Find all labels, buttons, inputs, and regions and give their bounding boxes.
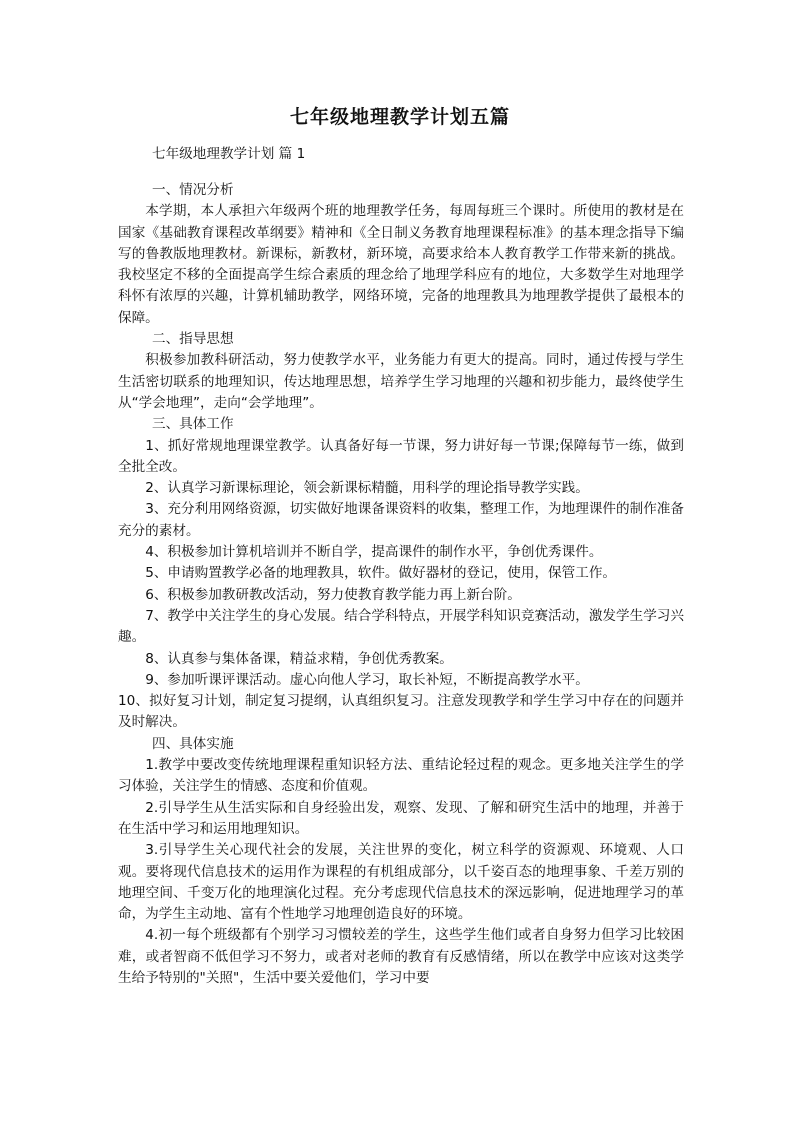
list-item: 2、认真学习新课标理论，领会新课标精髓，用科学的理论指导教学实践。 [145, 480, 589, 497]
paragraph: 2.引导学生从生活实际和自身经验出发，观察、发现、了解和研究生活中的地理，并善于在生活中学习和运用地理知识。 [118, 799, 684, 837]
list-item: 1、抓好常规地理课堂教学。认真备好每一节课，努力讲好每一节课;保障每节一练，做到全批全改。 [118, 437, 684, 475]
section-heading: 四、具体实施 [152, 735, 234, 752]
section-heading: 二、指导思想 [152, 331, 234, 348]
list-item: 9、参加听课评课活动。虚心向他人学习，取长补短，不断提高教学水平。 [145, 671, 589, 688]
list-item: 8、认真参与集体备课，精益求精，争创优秀教案。 [145, 650, 453, 667]
paragraph: 本学期，本人承担六年级两个班的地理教学任务，每周每班三个课时。所使用的教材是在国家《基础教育课程改革纲要》精神和《全日制义务教育地理课程标准》的基本理念指导下编写的鲁教版地理教材。新课标，新教材，新环境，高要求给本人教育教学工作带来新的挑战。我校坚定不移的全面提高学生综合素质的理念给了地理学科应有的地位，大多数学生对地理学科怀有浓厚的兴趣，计算机辅助教学，网络环境，完备的地理教具为地理教学提供了最根本的保障。 [118, 203, 684, 326]
document-body [118, 180, 684, 989]
list-item: 10、拟好复习计划，制定复习提纲，认真组织复习。注意发现教学和学生学习中存在的问题并及时解决。 [118, 693, 684, 731]
section-heading: 一、情况分析 [152, 182, 234, 198]
document-title: 七年级地理教学计划五篇 [289, 106, 510, 128]
list-item: 6、积极参加教研教改活动，努力使教育教学能力再上新台阶。 [145, 586, 521, 603]
paragraph: 积极参加教科研活动，努力使教学水平，业务能力有更大的提高。同时，通过传授与学生生活密切联系的地理知识，传达地理思想，培养学生学习地理的兴趣和初步能力，最终使学生从“学会地理”，走向“会学地理”。 [118, 352, 684, 411]
list-item: 4、积极参加计算机培训并不断自学，提高课件的制作水平，争创优秀课件。 [145, 544, 603, 561]
list-item: 5、申请购置教学必备的地理教具，软件。做好器材的登记，使用，保管工作。 [145, 565, 617, 582]
paragraph: 4.初一每个班级都有个别学习习惯较差的学生，这些学生他们或者自身努力但学习比较困难，或者智商不低但学习不努力，或者对老师的教育有反感情绪，所以在教学中应该对这类学生给予特别的"关照"，生活中要关爱他们，学习中要 [118, 927, 684, 986]
section-heading: 三、具体工作 [152, 416, 234, 433]
paragraph: 1.教学中要改变传统地理课程重知识轻方法、重结论轻过程的观念。更多地关注学生的学习体验，关注学生的情感、态度和价值观。 [118, 757, 684, 795]
list-item: 7、教学中关注学生的身心发展。结合学科特点，开展学科知识竞赛活动，激发学生学习兴趣。 [118, 607, 684, 646]
document-subtitle: 七年级地理教学计划 篇 1 [152, 146, 306, 162]
paragraph: 3.引导学生关心现代社会的发展，关注世界的变化，树立科学的资源观、环境观、人口观。要将现代信息技术的运用作为课程的有机组成部分，以千姿百态的地理事象、千差万别的地理空间、千变万化的地理演化过程。充分考虑现代信息技术的深远影响，促进地理学习的革命，为学生主动地、富有个性地学习地理创造良好的环境。 [118, 842, 684, 923]
list-item: 3、充分利用网络资源，切实做好地课备课资料的收集，整理工作，为地理课件的制作准备充分的素材。 [118, 501, 684, 539]
